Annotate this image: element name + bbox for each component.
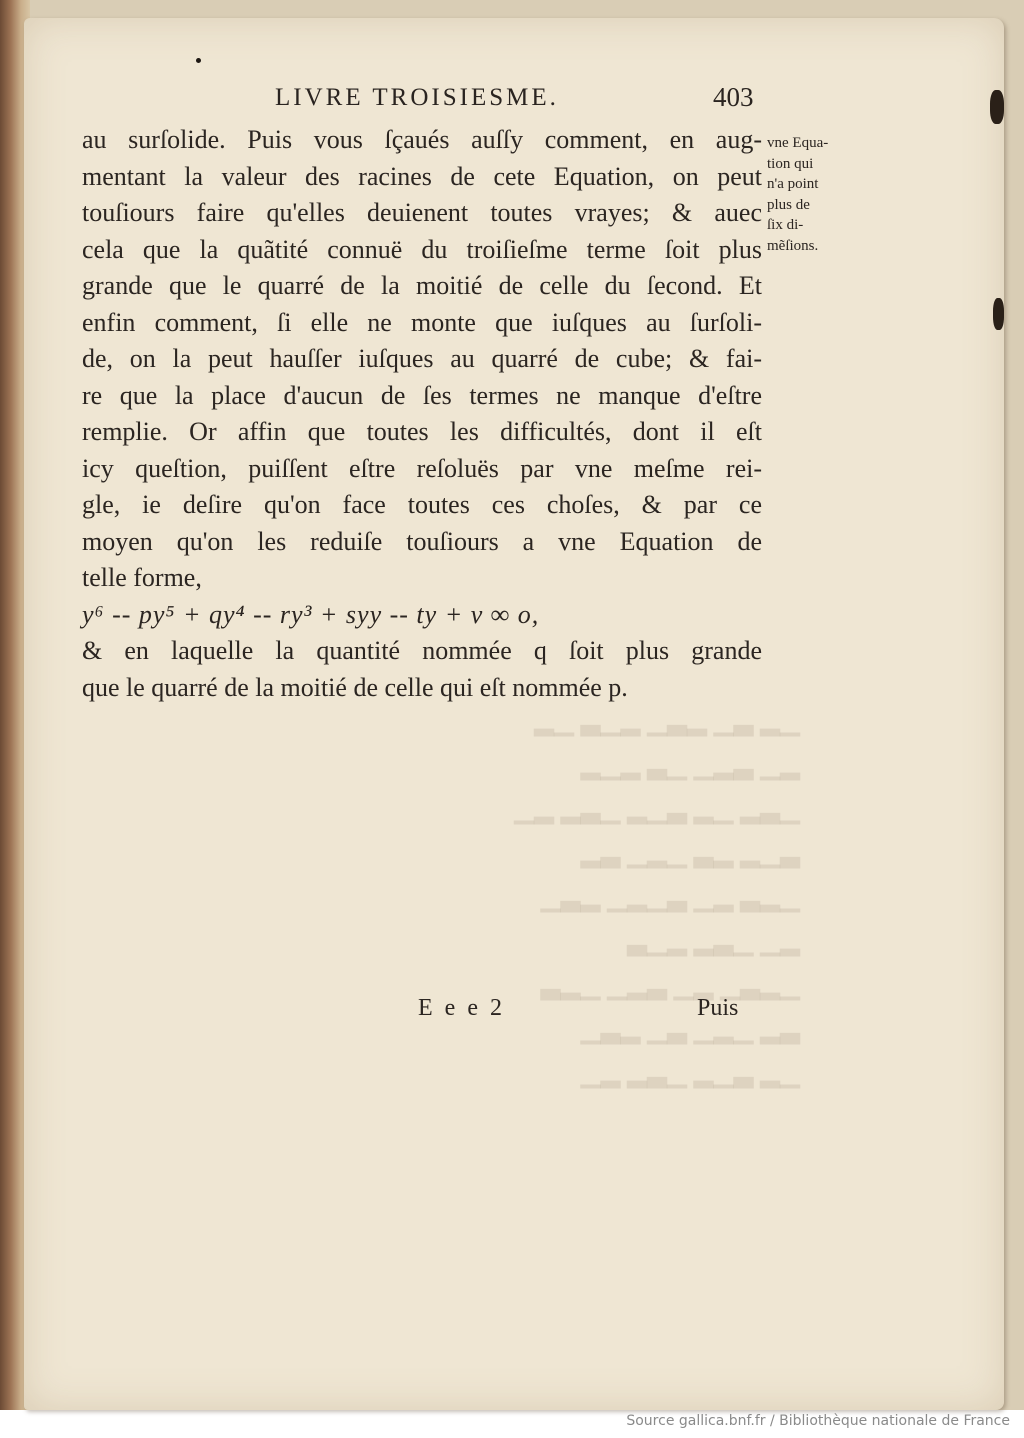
margin-note-line: ſix di-	[767, 217, 804, 233]
page-number: 403	[713, 82, 754, 112]
text-line: au surſolide. Puis vous ſçaués auſſy comment, en aug-	[82, 125, 762, 154]
text-line: telle forme,	[82, 563, 202, 592]
ink-speck	[196, 58, 201, 63]
catchword: Puis	[697, 995, 739, 1021]
source-credit: Source gallica.bnf.fr / Bibliothèque nationale de France	[626, 1413, 1010, 1429]
text-line: re que la place d'aucun de ſes termes ne manque d'eſtre	[82, 380, 762, 410]
signature-mark: E e e 2	[418, 995, 505, 1021]
text-line: icy queſtion, puiſſent eſtre reſoluës par vne meſme rei-	[82, 453, 762, 483]
main-text-block	[82, 122, 762, 706]
running-head: LIVRE TROISIESME.	[275, 84, 559, 111]
text-line: & en laquelle la quantité nommée q ſoit plus grande	[82, 636, 762, 665]
text-line: moyen qu'on les reduiſe touſiours a vne Equation de	[82, 526, 762, 556]
edge-stain	[990, 90, 1004, 124]
text-line: grande que le quarré de la moitié de celle du ſecond. Et	[82, 271, 762, 300]
text-line: enfin comment, ſi elle ne monte que iuſques au ſurſoli-	[82, 307, 762, 337]
text-line: de, on la peut hauſſer iuſques au quarré de cube; & fai-	[82, 344, 762, 373]
text-line: touſiours faire qu'elles deuienent toutes vrayes; & auec	[82, 198, 762, 227]
equation: y⁶ -- py⁵ + qy⁴ -- ry³ + syy -- ty + v ∞ o,	[82, 599, 540, 629]
margin-note-line: n'a point	[767, 176, 819, 192]
margin-note-line: tion qui	[767, 155, 814, 172]
text-line: gle, ie deſire qu'on face toutes ces choſes, & par ce	[82, 490, 762, 519]
margin-note-line: plus de	[767, 196, 810, 213]
text-line: cela que la quãtité connuë du troiſieſme terme ſoit plus	[82, 234, 762, 264]
margin-note-line: mẽſions.	[767, 237, 819, 254]
text-line: que le quarré de la moitié de celle qui eſt nommée p.	[82, 672, 628, 702]
marginal-note	[767, 133, 857, 256]
text-line: remplie. Or affin que toutes les difficultés, dont il eſt	[82, 417, 762, 446]
edge-stain	[993, 298, 1004, 330]
text-line: mentant la valeur des racines de cete Equation, on peut	[82, 161, 762, 191]
margin-note-line: vne Equa-	[767, 135, 829, 151]
